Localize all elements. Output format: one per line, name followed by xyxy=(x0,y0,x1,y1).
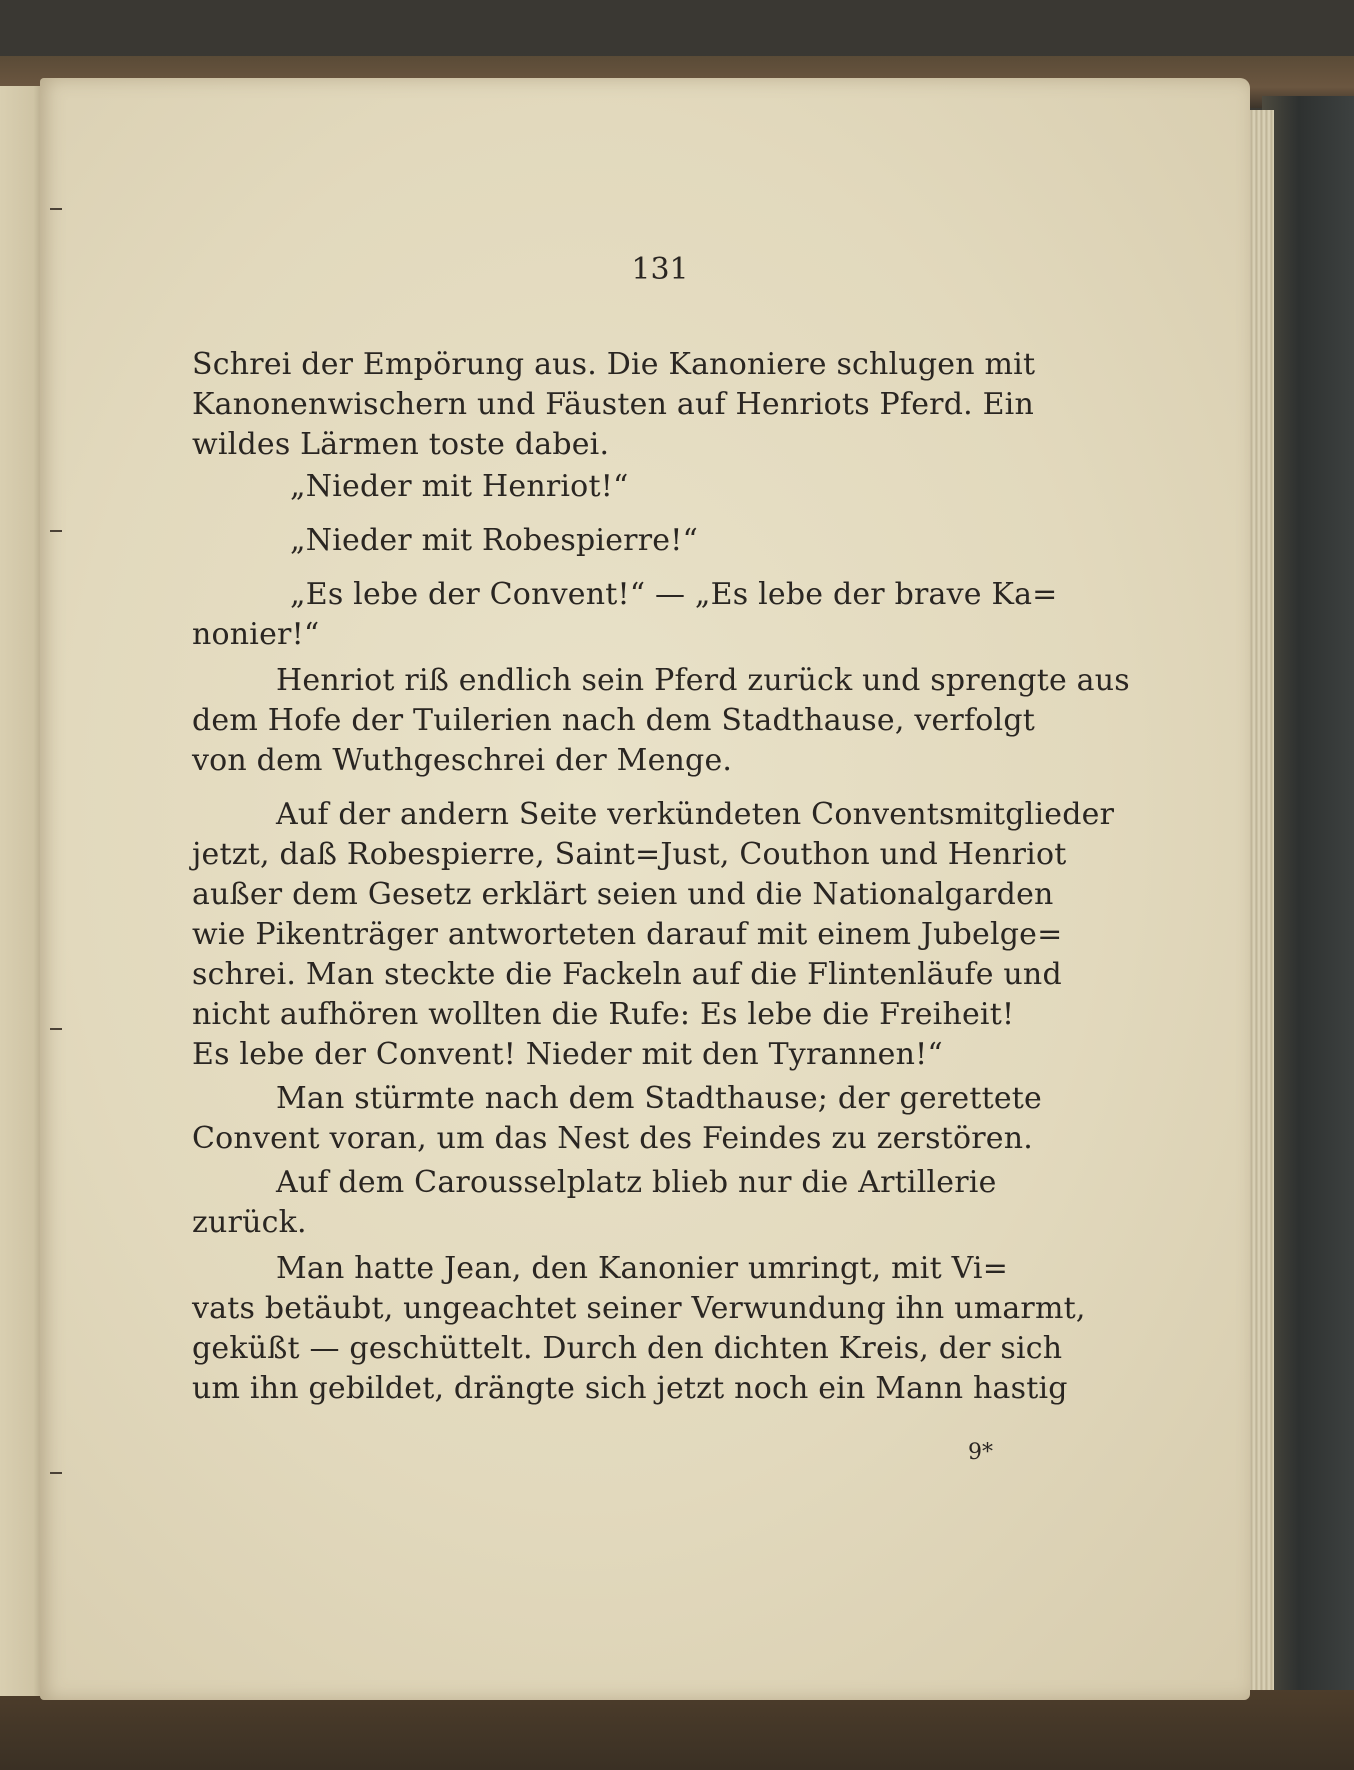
text-line: schrei. Man steckte die Fackeln auf die Flintenläufe und xyxy=(192,957,1062,992)
text-line: nicht aufhören wollten die Rufe: Es lebe die Freiheit! xyxy=(192,997,1015,1032)
margin-mark xyxy=(50,1472,62,1474)
text-line: um ihn gebildet, drängte sich jetzt noch ein Mann hastig xyxy=(192,1371,1068,1406)
text-line: Es lebe der Convent! Nieder mit den Tyrannen!“ xyxy=(192,1037,943,1072)
text-line: vats betäubt, ungeachtet seiner Verwundung ihn umarmt, xyxy=(192,1291,1086,1326)
text-line: außer dem Gesetz erklärt seien und die Nationalgarden xyxy=(192,877,1054,912)
text-line: zurück. xyxy=(192,1205,307,1240)
text-line: „Es lebe der Convent!“ — „Es lebe der brave Ka= xyxy=(290,577,1058,612)
margin-mark xyxy=(50,1028,62,1030)
text-line: jetzt, daß Robespierre, Saint=Just, Couthon und Henriot xyxy=(192,837,1067,872)
book-cover-bottom-edge xyxy=(0,1690,1354,1770)
text-line: Schrei der Empörung aus. Die Kanoniere schlugen mit xyxy=(192,347,1036,382)
text-line: Man stürmte nach dem Stadthause; der gerettete xyxy=(276,1081,1043,1116)
margin-mark xyxy=(50,530,62,532)
text-line: wie Pikenträger antworteten darauf mit einem Jubelge= xyxy=(192,917,1063,952)
text-line: „Nieder mit Robespierre!“ xyxy=(290,523,698,558)
page-number: 131 xyxy=(631,252,689,287)
margin-mark xyxy=(50,208,62,210)
text-line: dem Hofe der Tuilerien nach dem Stadthause, verfolgt xyxy=(192,703,1035,738)
text-line: Man hatte Jean, den Kanonier umringt, mit Vi= xyxy=(276,1251,1009,1286)
text-line: von dem Wuthgeschrei der Menge. xyxy=(192,743,733,778)
text-line: Auf der andern Seite verkündeten Conventsmitglieder xyxy=(276,797,1115,832)
text-line: geküßt — geschüttelt. Durch den dichten Kreis, der sich xyxy=(192,1331,1063,1366)
text-line: Convent voran, um das Nest des Feindes zu zerstören. xyxy=(192,1121,1033,1156)
book-cover-right-edge xyxy=(1262,96,1354,1770)
text-line: nonier!“ xyxy=(192,617,320,652)
text-line: Kanonenwischern und Fäusten auf Henriots Pferd. Ein xyxy=(192,387,1034,422)
printer-signature: 9* xyxy=(968,1440,993,1465)
text-line: Henriot riß endlich sein Pferd zurück und sprengte aus xyxy=(276,663,1130,698)
text-line: „Nieder mit Henriot!“ xyxy=(290,469,629,504)
text-line: wildes Lärmen toste dabei. xyxy=(192,427,610,462)
text-line: Auf dem Carousselplatz blieb nur die Artillerie xyxy=(276,1165,997,1200)
